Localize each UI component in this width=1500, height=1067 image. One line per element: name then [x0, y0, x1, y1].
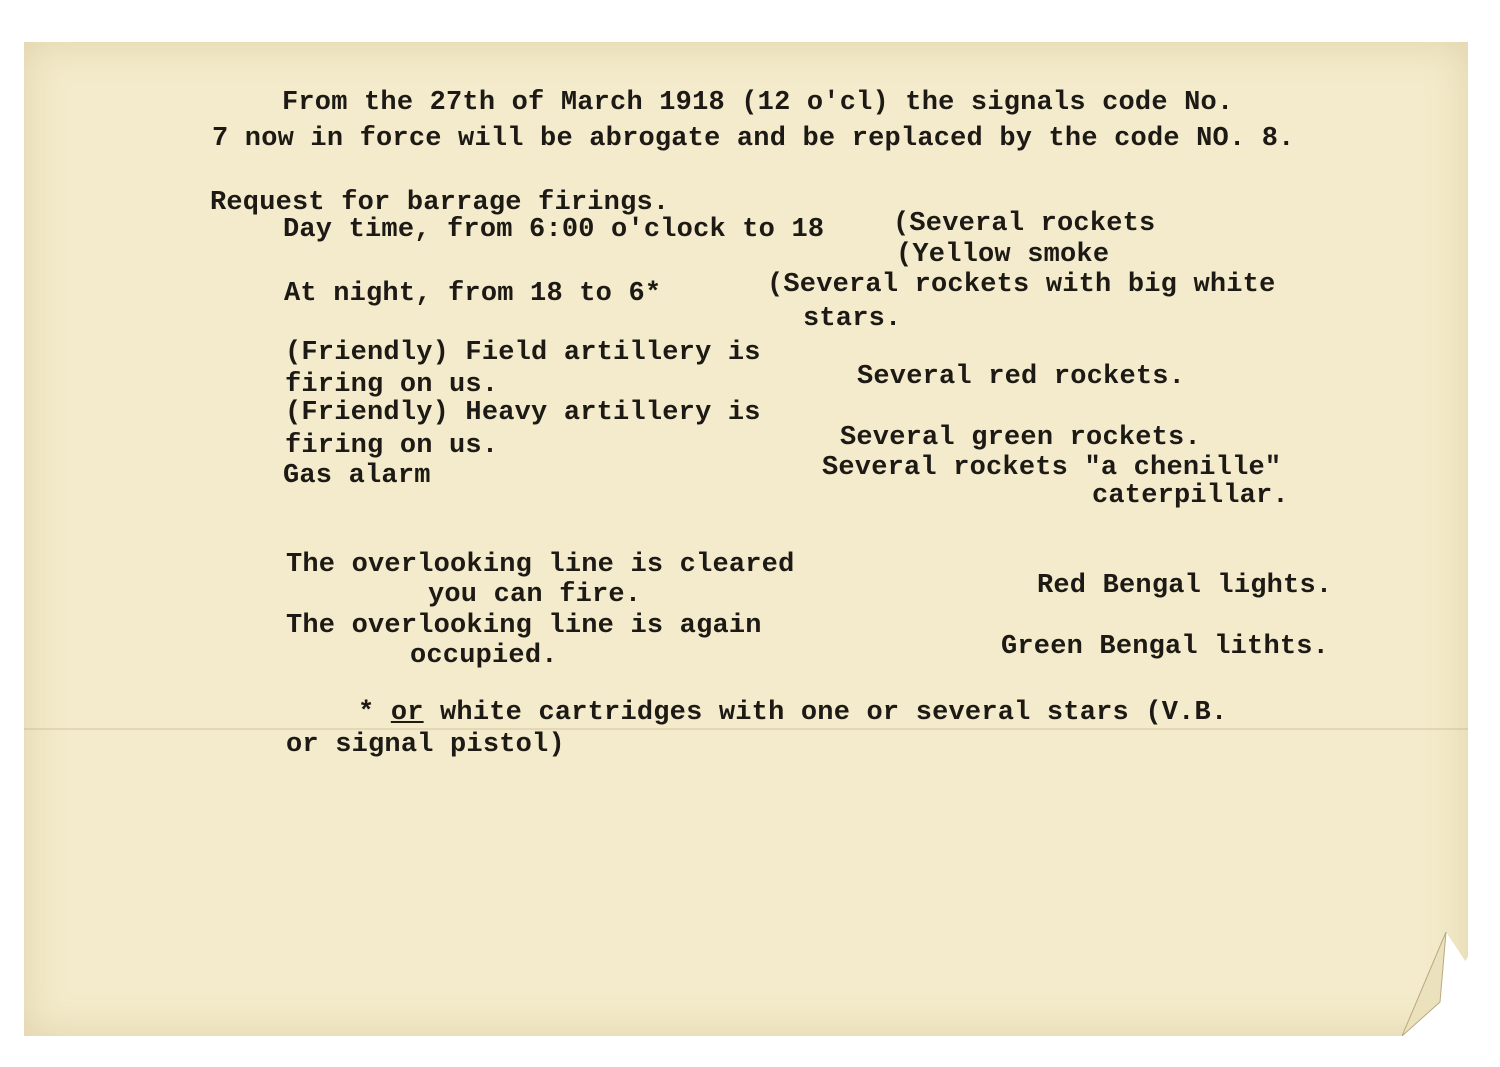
- heavy-artillery-line-1: (Friendly) Heavy artillery is: [285, 398, 761, 428]
- footnote-or: or: [390, 698, 424, 728]
- footnote-text: white cartridges with one or several stars (V.B.: [423, 698, 1228, 728]
- footnote-star: *: [358, 698, 375, 728]
- field-artillery-line-2: firing on us.: [285, 370, 499, 400]
- fold-crease: [24, 728, 1468, 730]
- intro-line-2: 7 now in force will be abrogate and be replaced by the code NO. 8.: [212, 124, 1295, 154]
- heavy-artillery-signal: Several green rockets.: [840, 423, 1201, 453]
- intro-line-1: From the 27th of March 1918 (12 o'cl) the signals code No.: [282, 88, 1234, 118]
- night-label: At night, from 18 to 6*: [284, 279, 662, 309]
- line-cleared-text-2: you can fire.: [428, 580, 642, 610]
- day-time-label: Day time, from 6:00 o'clock to 18: [283, 215, 825, 245]
- day-time-signal-2: (Yellow smoke: [896, 240, 1110, 270]
- heavy-artillery-line-2: firing on us.: [285, 431, 499, 461]
- line-cleared-signal: Red Bengal lights.: [1037, 571, 1333, 601]
- line-occupied-text-1: The overlooking line is again: [286, 611, 762, 641]
- field-artillery-line-1: (Friendly) Field artillery is: [285, 338, 761, 368]
- barrage-heading: Request for barrage firings.: [210, 188, 670, 218]
- night-signal-1: (Several rockets with big white: [767, 270, 1276, 300]
- field-artillery-signal: Several red rockets.: [857, 362, 1186, 392]
- line-cleared-text-1: The overlooking line is cleared: [286, 550, 795, 580]
- folded-corner: [1402, 932, 1466, 1036]
- gas-alarm-signal-1: Several rockets "a chenille": [822, 453, 1282, 483]
- line-occupied-text-2: occupied.: [410, 641, 558, 671]
- gas-alarm-label: Gas alarm: [283, 461, 431, 491]
- line-occupied-signal: Green Bengal lithts.: [1001, 632, 1330, 662]
- footnote-line-1: [358, 698, 1227, 728]
- gas-alarm-signal-2: caterpillar.: [1092, 481, 1289, 511]
- night-signal-2: stars.: [803, 304, 902, 334]
- footnote-line-2: or signal pistol): [286, 730, 565, 760]
- day-time-signal-1: (Several rockets: [893, 209, 1156, 239]
